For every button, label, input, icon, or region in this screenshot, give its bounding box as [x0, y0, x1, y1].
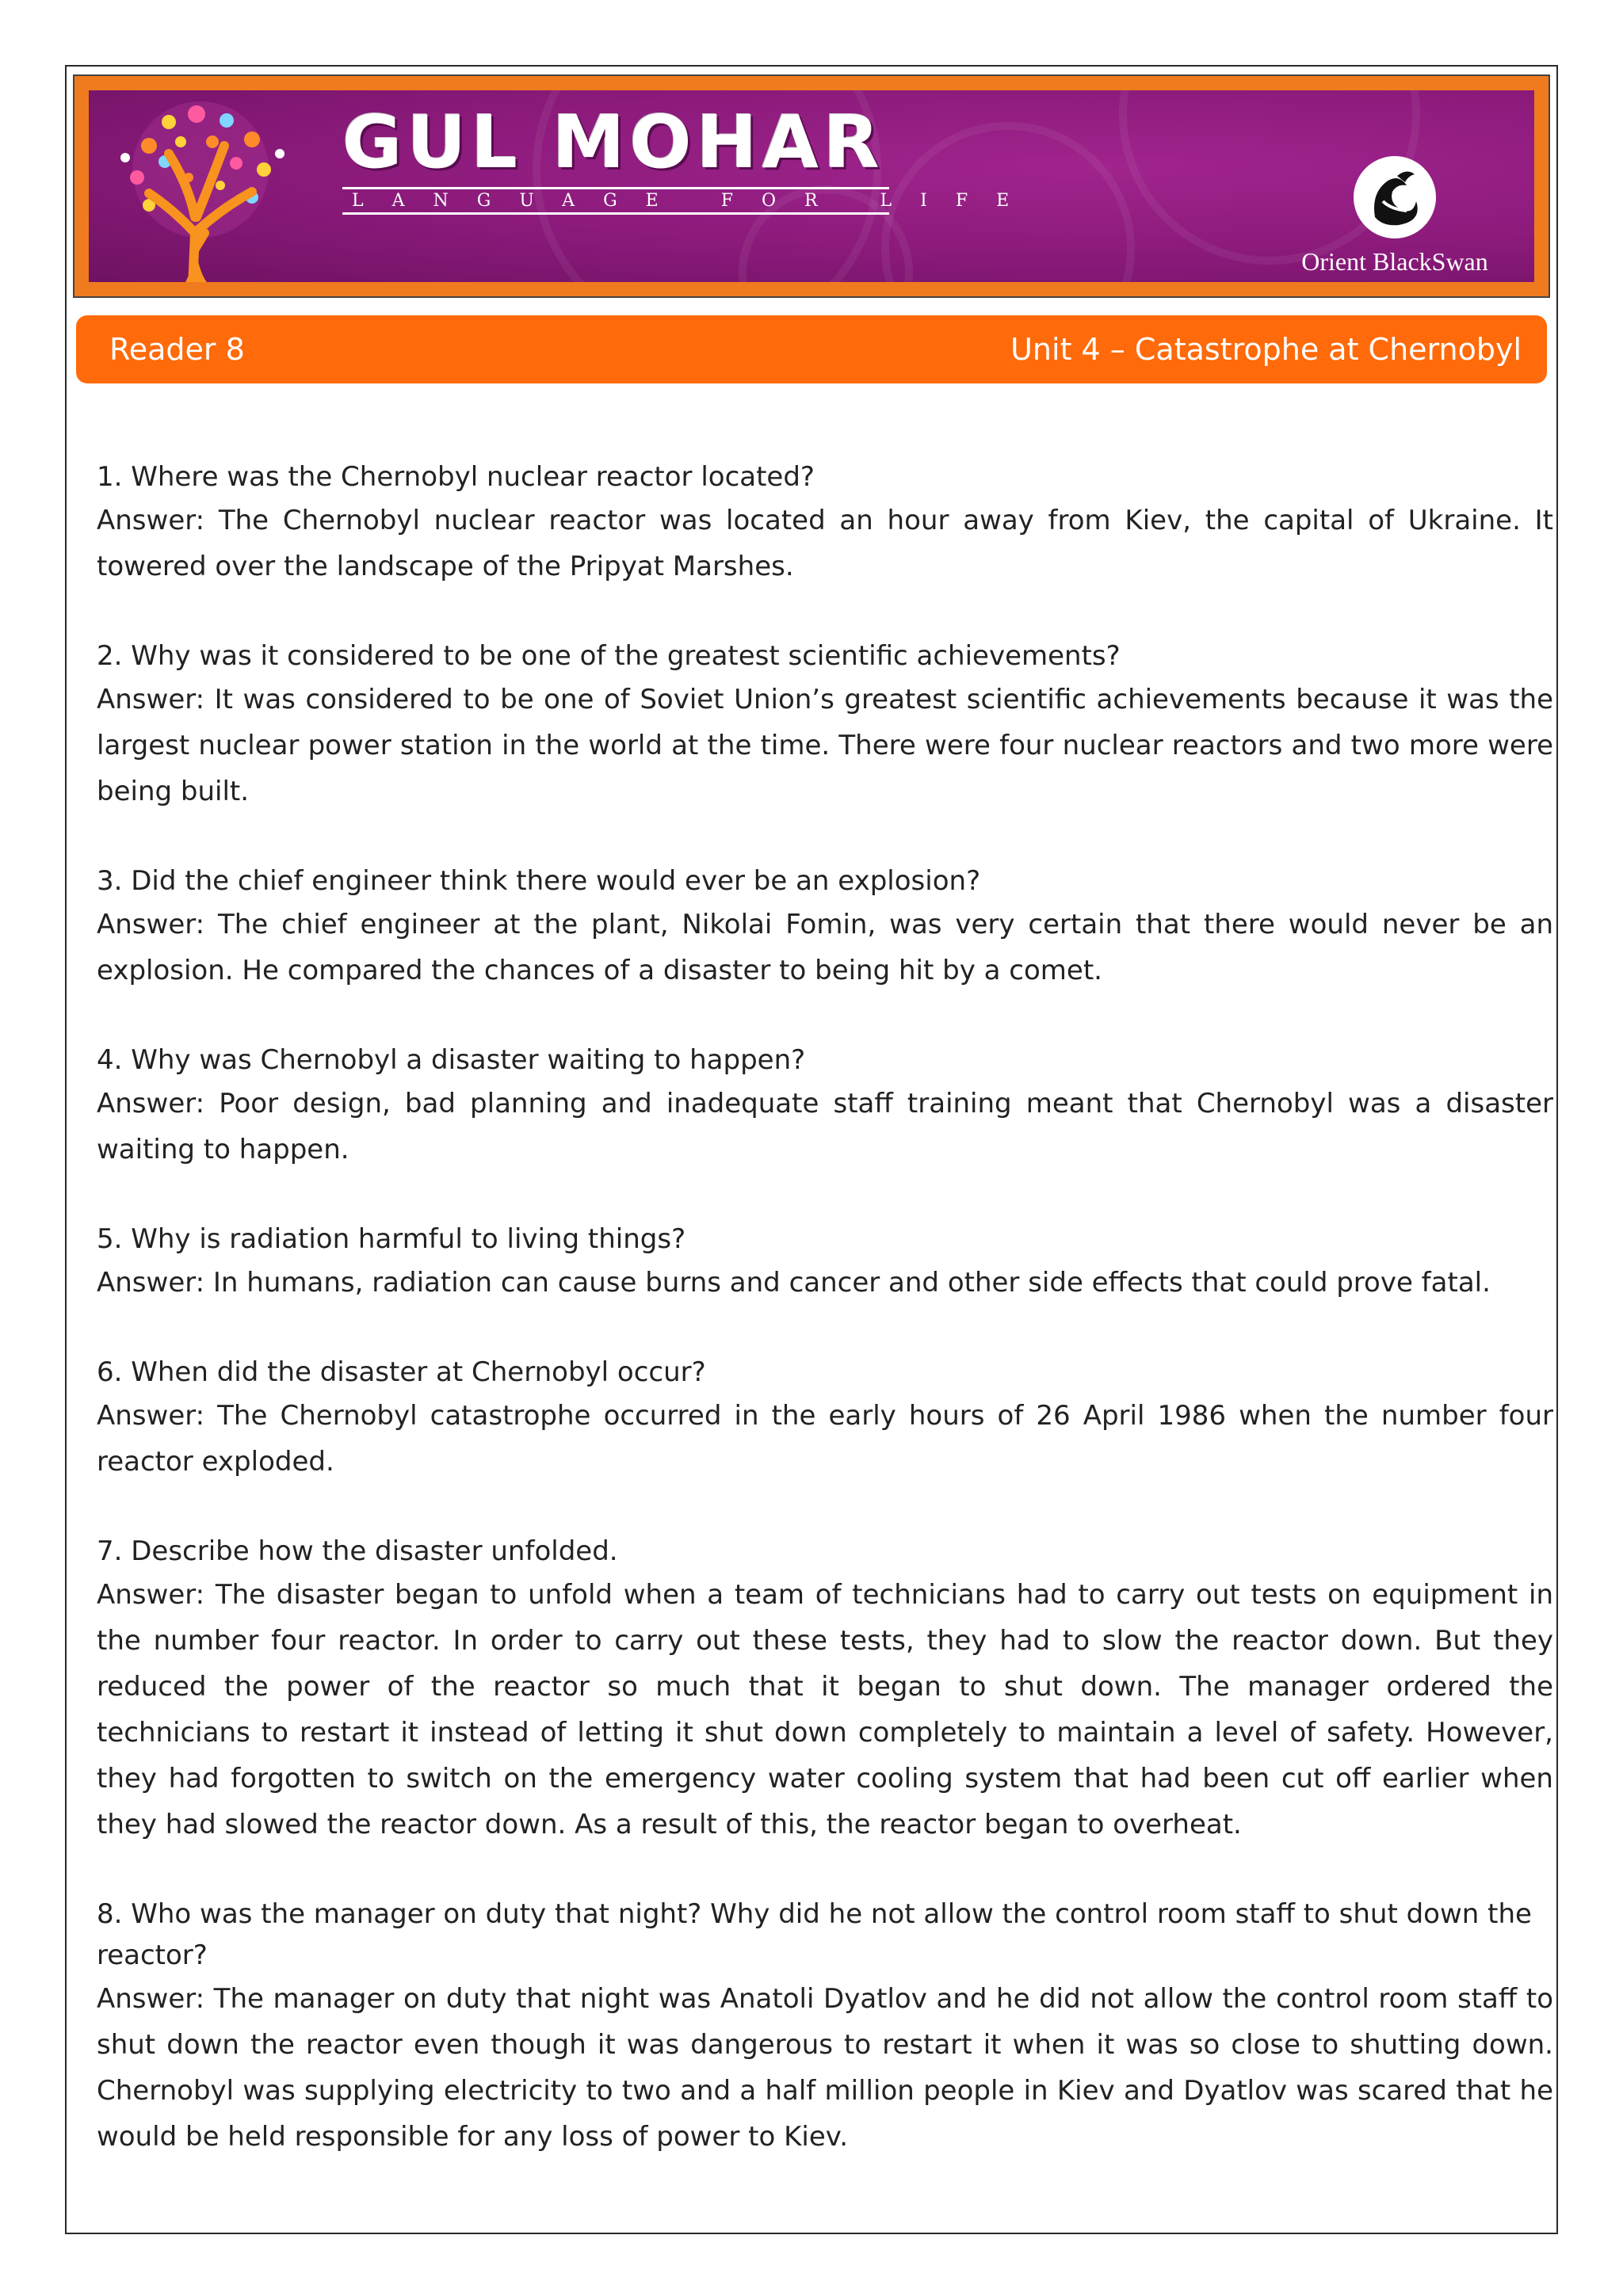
- reader-label: Reader 8: [109, 332, 245, 367]
- qa-item-5: [97, 1219, 1553, 1306]
- answer-1: Answer: The Chernobyl nuclear reactor was located an hour away from Kiev, the capital of Ukraine. It towered over the landscape of the Pripyat Marshes.: [97, 505, 1553, 582]
- brand-tagline-box: [342, 187, 1038, 215]
- answer-5: Answer: In humans, radiation can cause burns and cancer and other side effects that could prove fatal.: [97, 1267, 1491, 1299]
- question-7: 7. Describe how the disaster unfolded.: [97, 1535, 618, 1567]
- brand-title: GUL MOHAR: [342, 100, 884, 185]
- banner-background: [89, 90, 1534, 282]
- qa-item-7: [97, 1531, 1553, 1848]
- question-8: 8. Who was the manager on duty that night? Why did he not allow the control room staff to shut down the reactor?: [97, 1898, 1532, 1971]
- header-banner: [73, 74, 1550, 298]
- publisher-block: [1276, 154, 1514, 277]
- answer-2: Answer: It was considered to be one of Soviet Union’s greatest scientific achievements because it was the largest nuclear power station in the world at the time. There were four nuclear reactors and two more were being built.: [97, 684, 1553, 807]
- qa-item-8: [97, 1894, 1553, 2160]
- question-6: 6. When did the disaster at Chernobyl occur?: [97, 1356, 706, 1388]
- qa-item-4: [97, 1039, 1553, 1173]
- unit-title: Unit 4 – Catastrophe at Chernobyl: [1010, 332, 1522, 367]
- answer-4: Answer: Poor design, bad planning and inadequate staff training meant that Chernobyl was a disaster waiting to happen.: [97, 1088, 1553, 1165]
- answer-6: Answer: The Chernobyl catastrophe occurred in the early hours of 26 April 1986 when the number four reactor exploded.: [97, 1400, 1553, 1478]
- answer-7: Answer: The disaster began to unfold when a team of technicians had to carry out tests on equipment in the number four reactor. In order to carry out these tests, they had to slow the reactor down. But they reduced the power of the reactor so much that it began to shut down. The manager ordered the technicians to restart it instead of letting it shut down completely to maintain a level of safety. However, they had forgotten to switch on the emergency water cooling system that had been cut off earlier when they had slowed the reactor down. As a result of this, the reactor began to overheat.: [97, 1579, 1553, 1840]
- qa-item-1: [97, 456, 1553, 589]
- answer-3: Answer: The chief engineer at the plant, Nikolai Fomin, was very certain that there would never be an explosion. He compared the chances of a disaster to being hit by a comet.: [97, 909, 1553, 986]
- qa-item-6: [97, 1352, 1553, 1485]
- brand-block: [342, 100, 1038, 215]
- qa-item-2: [97, 635, 1553, 814]
- question-4: 4. Why was Chernobyl a disaster waiting to happen?: [97, 1044, 806, 1076]
- qa-content: [97, 456, 1553, 2206]
- swan-logo-icon: [1351, 154, 1438, 241]
- unit-bar: [76, 315, 1547, 383]
- question-1: 1. Where was the Chernobyl nuclear reactor located?: [97, 461, 815, 493]
- qa-item-3: [97, 860, 1553, 994]
- gulmohar-tree-logo: [94, 98, 307, 282]
- question-3: 3. Did the chief engineer think there would ever be an explosion?: [97, 865, 981, 897]
- brand-tagline: LANGUAGE FOR LIFE: [352, 191, 1038, 211]
- question-2: 2. Why was it considered to be one of the greatest scientific achievements?: [97, 640, 1121, 672]
- answer-8: Answer: The manager on duty that night was Anatoli Dyatlov and he did not allow the control room staff to shut down the reactor even though it was dangerous to restart it when it was so close to shutting down. Chernobyl was supplying electricity to two and a half million people in Kiev and Dyatlov was scared that he would be held responsible for any loss of power to Kiev.: [97, 1983, 1553, 2153]
- question-5: 5. Why is radiation harmful to living things?: [97, 1223, 686, 1255]
- publisher-name: Orient BlackSwan: [1301, 247, 1488, 276]
